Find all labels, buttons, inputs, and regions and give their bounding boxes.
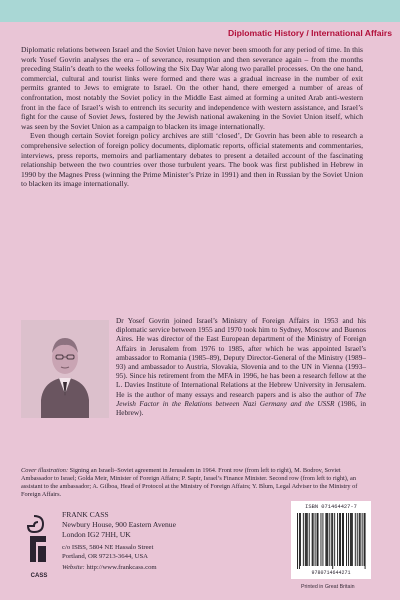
author-photo — [21, 320, 109, 418]
bio-text: Dr Yosef Govrin joined Israel’s Ministry of Foreign Affairs in 1953 and his diplomatic service between 1955 and 1970 took him to Sydney, Moscow and Buenos Aires. He was director of the East European department of the Ministry of Foreign Affairs in Jerusalem from 1976 to 1985, after which he was appointed Israel’s ambassador to Romania (1985–89), Deputy Director-General of the Ministry (1989–93) and ambassador to Austria, Slovakia, Slovenia and to the UN in Vienna (1993–95). Since his retirement from the MFA in 1996, he has been a research fellow at the L. Davies Institute of International Relations at the Hebrew University in Jerusalem. He is the author of many essays and research papers and is also the author of — [116, 316, 366, 399]
website-label: Website: — [62, 563, 85, 571]
publisher-address-line-2: London IG2 7HH, UK — [62, 529, 131, 539]
author-portrait-illustration — [21, 320, 109, 418]
bio-text-end: (1986, in Hebrew). — [116, 398, 366, 418]
isbn-barcode — [291, 501, 371, 579]
book-description — [21, 45, 363, 189]
website-url[interactable]: http://www.frankcass.com — [84, 563, 157, 571]
bio-book-title: The Jewish Factor in the Relations between Nazi Germany and the USSR — [116, 389, 366, 408]
subject-category: Diplomatic History / International Affairs — [228, 28, 392, 38]
publisher-address-line-1: Newbury House, 900 Eastern Avenue — [62, 519, 176, 529]
cover-illustration-label: Cover illustration: — [21, 467, 69, 474]
isbn-number: ISBN 071464427-7 — [305, 504, 357, 510]
top-color-band — [0, 0, 400, 22]
author-biography — [116, 316, 366, 417]
description-paragraph-2: Even though certain Soviet foreign policy archives are still ‘closed’, Dr Govrin has been able to research a comprehensive selection of foreign policy documents, diplomatic reports, official statements and commentaries, interviews, press reports, memoirs and parliamentary debates to present a detailed account of the fascinating relationship between the two countries over those turbulent years. The book was first published in Hebrew in 1990 by the Magnes Press (winning the Prime Minister’s Prize in 1991) and then in Russian by the Soviet Union to blacken its image internationally. — [21, 131, 363, 189]
cass-logo-icon — [24, 512, 54, 576]
us-address-line-1: c/o ISBS, 5804 NE Hassalo Street — [62, 544, 154, 552]
cass-logo-text: CASS — [30, 573, 48, 579]
description-paragraph-1: Diplomatic relations between Israel and the Soviet Union have never been smooth for any period of time. In this work Yosef Govrin analyses the era – of severance, resumption and then severance again – from the months preceding Stalin’s death to the weeks following the Six Day War along two parallel processes. On the one hand, commercial, cultural and tourist links were formed and there was a gradual increase in the number of exit permits granted to Jews to emigrate to Israel. On the other hand, there emerged a number of areas of confrontation, most notably the Soviet policy in the Middle East aimed at forming a united Arab anti-western front in the face of Israel’s wish to entrench its security and independence with western assistance, and Israel’s fight for the cause of Soviet Jews, fostered by the Jewish national awakening in the Soviet Union itself, which was seen by the Soviet Union as a campaign to blacken its image internationally. — [21, 45, 363, 131]
publisher-info — [62, 510, 252, 572]
barcode-graphic — [291, 501, 371, 579]
barcode-number: 9780714644271 — [311, 570, 351, 576]
publisher-website — [62, 564, 252, 572]
printed-in-note: Printed in Great Britain — [301, 584, 355, 590]
cover-illustration-text: Signing an Israeli–Soviet agreement in Jerusalem in 1964. Front row (from left to right), M. Bodrov, Soviet Ambassador to Israel; Golda Meir, Minister of Foreign Affairs; P. Sapir, Israel’s Finance Minister. Second row (from left to right), an assistant to the ambassador; A. Gilboa, Head of Protocol at the Ministry of Foreign Affairs; Y. Blum, Legal Adviser to the Ministry of Foreign Affairs. — [21, 467, 358, 498]
publisher-name: FRANK CASS — [62, 510, 109, 519]
publisher-logo — [24, 512, 54, 579]
us-address-line-2: Portland, OR 97213-3644, USA — [62, 552, 149, 560]
cover-illustration-caption — [21, 467, 363, 499]
